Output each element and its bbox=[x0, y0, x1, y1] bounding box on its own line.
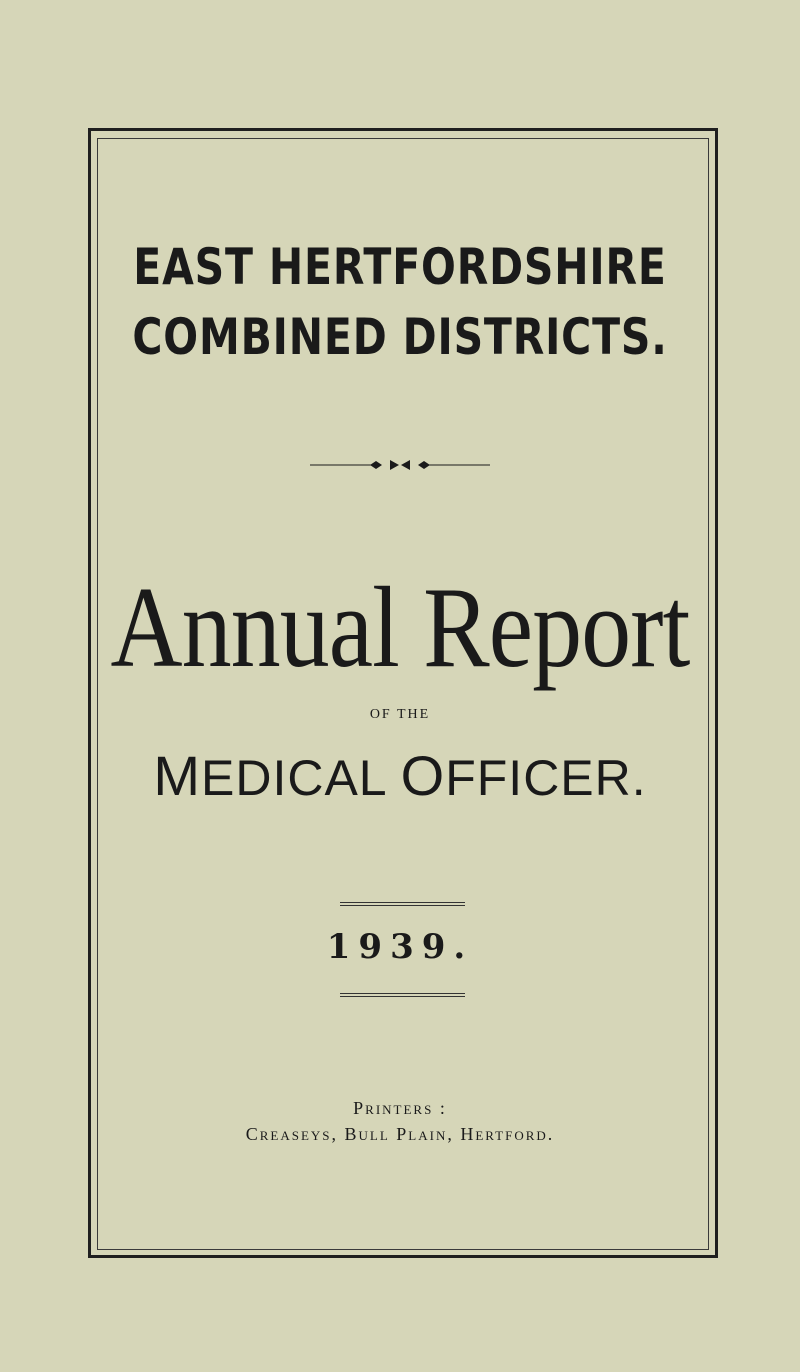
double-rule-bottom bbox=[340, 993, 465, 997]
heading-line-1: EAST HERTFORDSHIRE bbox=[133, 238, 667, 296]
inner-frame-border bbox=[97, 138, 709, 1250]
report-year: 1939. bbox=[326, 927, 474, 967]
printer-address-text: Creaseys, Bull Plain, Hertford. bbox=[245, 1124, 555, 1144]
ornament-divider bbox=[0, 455, 800, 475]
of-the-text: OF THE bbox=[369, 707, 431, 722]
subtitle-initial-m: M bbox=[153, 744, 201, 807]
double-rule-top bbox=[340, 902, 465, 906]
subtitle-initial-o: O bbox=[400, 744, 446, 807]
ornament-icon bbox=[310, 455, 490, 475]
heading-line-2: COMBINED DISTRICTS. bbox=[132, 308, 668, 366]
subtitle-rest-medical: EDICAL bbox=[201, 750, 401, 806]
subtitle-rest-officer: FFICER. bbox=[445, 750, 647, 806]
medical-officer-subtitle bbox=[0, 744, 800, 807]
printers-label bbox=[0, 1098, 800, 1119]
report-title: Annual Report bbox=[110, 564, 690, 692]
printers-label-text: Printers : bbox=[353, 1098, 447, 1118]
printer-address bbox=[0, 1124, 800, 1145]
